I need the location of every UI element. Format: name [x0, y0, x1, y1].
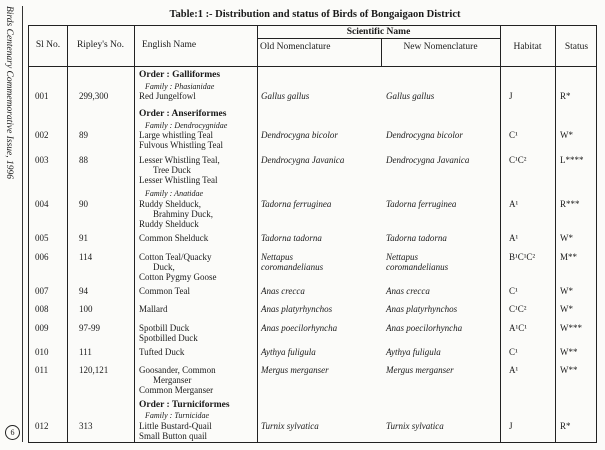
old-nomenclature: Gallus gallus [261, 91, 310, 101]
ripley-number: 88 [79, 154, 88, 165]
new-nomenclature: coromandelianus [386, 261, 449, 272]
sl-number: 010 [35, 346, 49, 357]
family-label: Family : Phasianidae [145, 81, 215, 91]
old-nomenclature: Anas platyrhynchos [261, 304, 333, 315]
habitat-code: J [509, 91, 513, 101]
old-nomenclature: Turnix sylvatica [261, 420, 319, 431]
english-name: Cotton Pygmy Goose [139, 271, 217, 282]
english-name: Ruddy Shelduck [139, 219, 199, 230]
header-habitat: Habitat [513, 42, 542, 52]
english-name: Lesser Whistling Teal, [139, 154, 220, 165]
new-nomenclature: Aythya fuligula [386, 346, 441, 357]
old-nomenclature: Nettapus [261, 251, 294, 262]
col-divider [134, 26, 135, 442]
status-code: W* [560, 286, 573, 297]
sl-number: 012 [35, 420, 49, 431]
status-code: M** [560, 251, 578, 262]
header-sl: Sl No. [35, 40, 61, 50]
ripley-number: 94 [79, 286, 88, 297]
order-label: Order : Turniciformes [139, 399, 230, 410]
sl-number: 005 [35, 233, 49, 244]
status-code: L**** [560, 154, 584, 165]
margin-rule [22, 6, 23, 442]
english-name: Tufted Duck [139, 346, 185, 357]
old-nomenclature: Tadorna tadorna [261, 233, 322, 244]
habitat-code: C¹C² [509, 154, 527, 165]
english-name: Mallard [139, 304, 168, 315]
ripley-number: 91 [79, 233, 88, 244]
ripley-number: 120,121 [79, 365, 109, 376]
family-label: Family : Dendrocygnidae [145, 120, 228, 130]
page-number: 6 [5, 425, 20, 440]
header-rule [29, 66, 596, 67]
habitat-code: A¹C¹ [509, 322, 527, 333]
old-nomenclature: Aythya fuligula [261, 346, 316, 357]
header-ripley: Ripley's No. [76, 40, 125, 50]
new-nomenclature: Nettapus [386, 251, 419, 262]
new-nomenclature: Tadorna tadorna [386, 233, 447, 244]
side-margin [4, 6, 16, 306]
col-divider [555, 26, 556, 442]
old-nomenclature: coromandelianus [261, 261, 324, 272]
table-title: Table:1 :- Distribution and status of Birds of Bongaigaon District [169, 9, 461, 20]
english-name: Spotbill Duck [139, 322, 190, 333]
ripley-number: 114 [79, 251, 93, 262]
new-nomenclature: Anas crecca [386, 286, 430, 297]
order-label: Order : Galliformes [139, 70, 221, 80]
status-code: W* [560, 304, 573, 315]
english-name: Cotton Teal/Quacky [139, 251, 212, 262]
family-label: Family : Turnicidae [145, 411, 209, 421]
new-nomenclature: Mergus merganser [386, 365, 454, 376]
english-name: Lesser Whistling Teal [139, 174, 218, 185]
english-name: Small Button quail [139, 430, 208, 441]
sl-number: 003 [35, 154, 49, 165]
habitat-code: B¹C¹C² [509, 251, 536, 262]
order-label: Order : Anseriformes [139, 109, 227, 120]
english-name: Merganser [153, 375, 192, 386]
col-divider [257, 26, 258, 442]
habitat-code: J [509, 420, 513, 431]
status-code: W* [560, 233, 573, 244]
new-nomenclature: Anas poecilorhyncha [386, 322, 463, 333]
new-nomenclature: Dendrocygna Javanica [386, 154, 470, 165]
status-code: W** [560, 365, 578, 376]
header-status: Status [564, 42, 589, 52]
english-name: Large whistling Teal [139, 130, 214, 141]
family-label: Family : Anatidae [145, 189, 204, 199]
english-name: Brahminy Duck, [153, 208, 213, 219]
status-code: R* [560, 91, 571, 101]
col-divider [67, 26, 68, 442]
header-old: Old Nomenclature [260, 42, 331, 52]
ripley-number: 100 [79, 304, 93, 315]
new-nomenclature: Turnix sylvatica [386, 420, 444, 431]
sl-number: 007 [35, 286, 49, 297]
old-nomenclature: Dendrocygna Javanica [261, 154, 345, 165]
habitat-code: C¹ [509, 346, 518, 357]
scientific-subrule [257, 38, 500, 39]
habitat-code: C¹C² [509, 304, 527, 315]
sl-number: 004 [35, 198, 49, 209]
sl-number: 001 [35, 91, 49, 101]
status-code: R* [560, 420, 571, 431]
english-name: Spotbilled Duck [139, 332, 198, 343]
sl-number: 006 [35, 251, 49, 262]
journal-issue-text: Birds Centenary Commemorative Issue, 1996 [4, 6, 14, 179]
new-nomenclature: Gallus gallus [386, 91, 435, 101]
english-name: Common Teal [139, 286, 190, 297]
old-nomenclature: Anas crecca [261, 286, 305, 297]
habitat-code: A¹ [509, 198, 519, 209]
col-divider [500, 26, 501, 442]
habitat-code: C¹ [509, 286, 518, 297]
english-name: Tree Duck [153, 164, 191, 175]
sl-number: 002 [35, 130, 49, 141]
habitat-code: A¹ [509, 233, 519, 244]
sl-number: 011 [35, 365, 49, 376]
header-scientific: Scientific Name [346, 27, 411, 37]
english-name: Fulvous Whistling Teal [139, 140, 224, 151]
habitat-code: A¹ [509, 365, 519, 376]
ripley-number: 89 [79, 130, 88, 141]
sl-number: 009 [35, 322, 49, 333]
english-name: Ruddy Shelduck, [139, 198, 201, 209]
birds-table [28, 25, 597, 443]
header-english: English Name [142, 40, 197, 50]
new-nomenclature: Tadorna ferruginea [386, 198, 457, 209]
ripley-number: 313 [79, 420, 93, 431]
status-code: R*** [560, 198, 580, 209]
english-name: Common Merganser [139, 385, 214, 396]
ripley-number: 111 [79, 346, 92, 357]
sl-number: 008 [35, 304, 49, 315]
habitat-code: C¹ [509, 130, 518, 141]
old-nomenclature: Dendrocygna bicolor [261, 130, 338, 141]
status-code: W** [560, 346, 578, 357]
old-nomenclature: Tadorna ferruginea [261, 198, 332, 209]
ripley-number: 90 [79, 198, 88, 209]
ripley-number: 97-99 [79, 322, 100, 333]
old-nomenclature: Mergus merganser [261, 365, 329, 376]
english-name: Common Shelduck [139, 233, 209, 244]
new-nomenclature: Dendrocygna bicolor [386, 130, 463, 141]
header-new: New Nomenclature [403, 42, 478, 52]
new-nomenclature: Anas platyrhynchos [386, 304, 458, 315]
english-name: Little Bustard-Quail [139, 420, 212, 431]
status-code: W*** [560, 322, 582, 333]
ripley-number: 299,300 [79, 91, 109, 101]
english-name: Duck, [153, 261, 175, 272]
english-name: Goosander, Common [139, 365, 216, 376]
status-code: W* [560, 130, 573, 141]
english-name: Red Jungelfowl [139, 91, 196, 101]
old-nomenclature: Anas poecilorhyncha [261, 322, 338, 333]
